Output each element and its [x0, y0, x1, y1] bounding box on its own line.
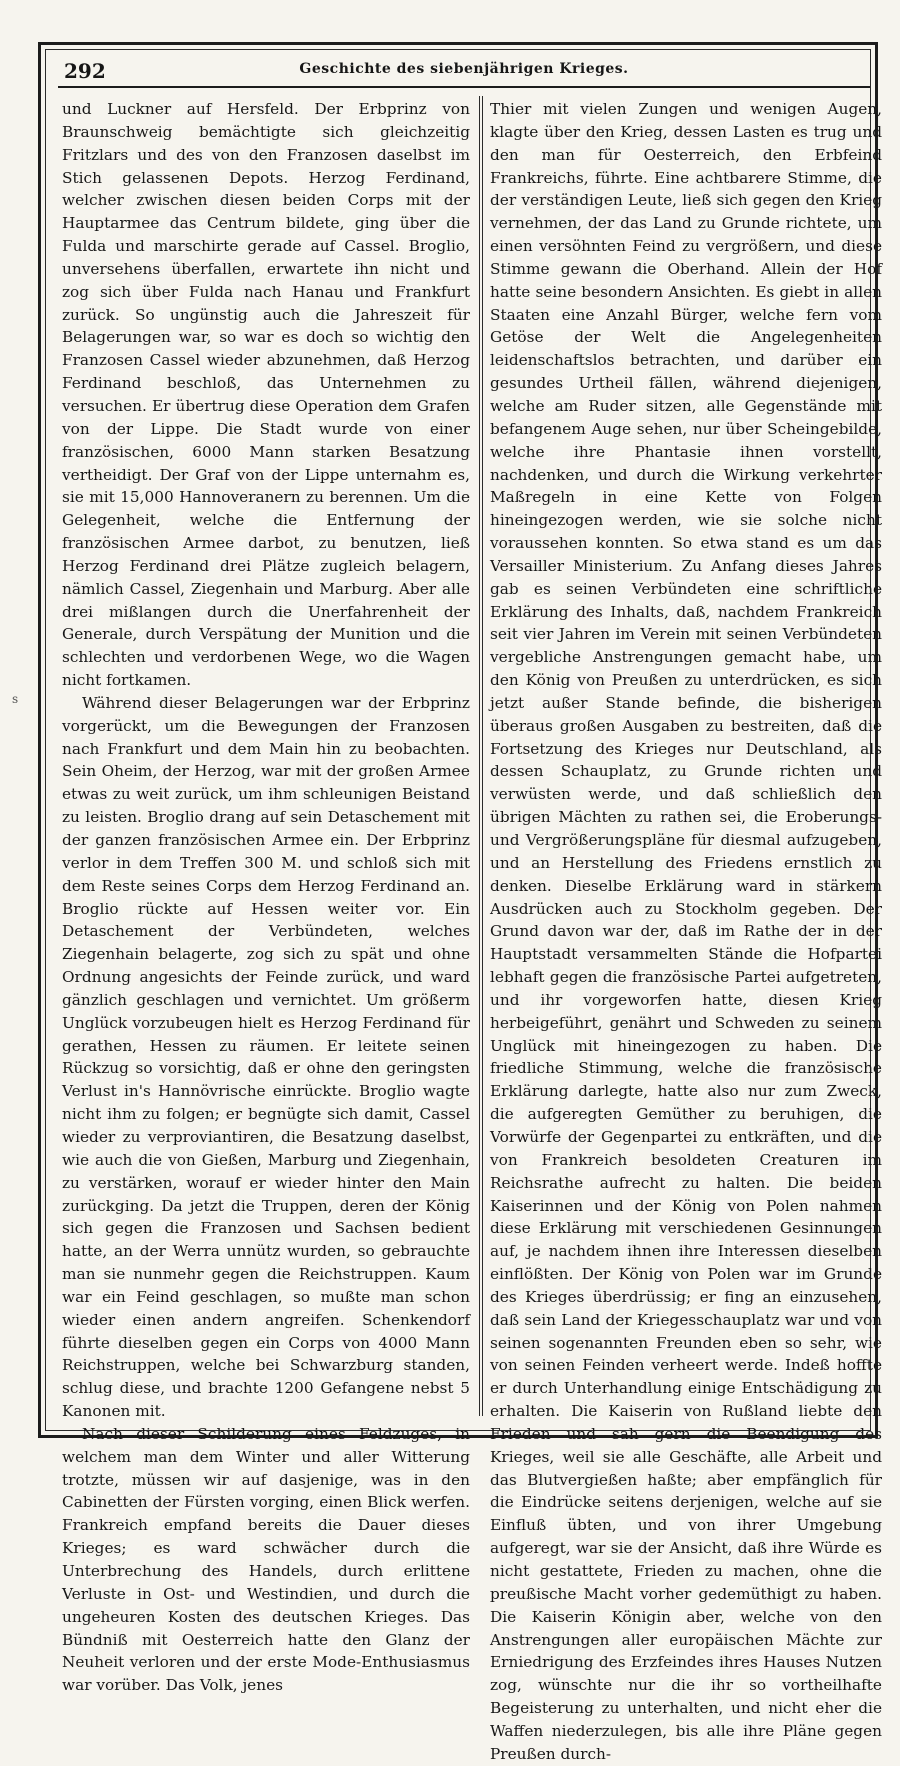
column-divider-left-rule — [479, 96, 480, 1416]
page-header — [58, 56, 870, 88]
column-divider-right-rule — [482, 96, 483, 1416]
paragraph: und Luckner auf Hersfeld. Der Erbprinz von Braunschweig bemächtigte sich gleichzeitig Fritzlars und des von den Franzosen daselbst im Stich gelassenen Depots. Herzog Ferdinand, welcher zwischen diesen beiden Corps mit der Hauptarmee das Centrum bildete, ging über die Fulda und marschirte gerade auf Cassel. Broglio, unversehens überfallen, erwartete ihn nicht und zog sich über Fulda nach Hanau und Frankfurt zurück. So ungünstig auch die Jahreszeit für Belagerungen war, so war es doch so wichtig den Franzosen Cassel wieder abzunehmen, daß Herzog Ferdinand beschloß, das Unternehmen zu versuchen. Er übertrug diese Operation dem Grafen von der Lippe. Die Stadt wurde von einer französischen, 6000 Mann starken Besatzung vertheidigt. Der Graf von der Lippe unternahm es, sie mit 15,000 Hannoveranern zu berennen. Um die Gelegenheit, welche die Entfernung der französischen Armee darbot, zu benutzen, ließ Herzog Ferdinand drei Plätze zugleich belagern, nämlich Cassel, Ziegenhain und Marburg. Aber alle drei mißlangen durch die Unerfahrenheit der Generale, durch Verspätung der Munition und die schlechten und verdorbenen Wege, wo die Wagen nicht fortkamen. — [62, 100, 470, 690]
page-number: 292 — [64, 59, 106, 83]
right-column — [490, 98, 882, 1763]
left-column — [62, 98, 470, 1695]
paragraph: Nach dieser Schilderung eines Feldzuges, in welchem man dem Winter und aller Witterung trotzte, müssen wir auf dasjenige, was in den Cabinetten der Fürsten vorging, einen Blick werfen. Frankreich empfand bereits die Dauer dieses Krieges; es ward schwächer durch die Unterbrechung des Handels, durch erlittene Verluste in Ost- und Westindien, und durch die ungeheuren Kosten des deutschen Krieges. Das Bündniß mit Oesterreich hatte den Glanz der Neuheit verloren und der erste Mode-Enthusiasmus war vorüber. Das Volk, jenes — [62, 1424, 470, 1695]
margin-mark: s — [12, 692, 19, 706]
paragraph: Thier mit vielen Zungen und wenigen Augen, klagte über den Krieg, dessen Lasten es trug und den man für Oesterreich, den Erbfeind Frankreichs, führte. Eine achtbarere Stimme, die der verständigen Leute, ließ sich gegen den Krieg vernehmen, der das Land zu Grunde richtete, um einen versöhnten Feind zu vergrößern, und diese Stimme gewann die Oberhand. Allein der Hof hatte seine besondern Ansichten. Es giebt in allen Staaten eine Anzahl Bürger, welche fern vom Getöse der Welt die Angelegenheiten leidenschaftslos betrachten, und darüber ein gesundes Urtheil fällen, während diejenigen, welche am Ruder sitzen, alle Gegenstände mit befangenem Auge sehen, nur über Scheingebilde, welche ihre Phantasie ihnen vorstellt, nachdenken, und durch die Wirkung verkehrter Maßregeln in eine Kette von Folgen hineingezogen werden, wie sie solche nicht voraussehen konnten. So etwa stand es um das Versailler Ministerium. Zu Anfang dieses Jahres gab es seinen Verbündeten eine schriftliche Erklärung des Inhalts, daß, nachdem Frankreich seit vier Jahren im Verein mit seinen Verbündeten vergebliche Anstrengungen gemacht habe, um den König von Preußen zu unterdrücken, es sich jetzt außer Stande befinde, die bisherigen überaus großen Ausgaben zu bestreiten, daß die Fortsetzung des Krieges nur Deutschland, als dessen Schauplatz, zu Grunde richten und verwüsten werde, und daß schließlich den übrigen Mächten zu rathen sei, die Eroberungs- und Vergrößerungspläne für diesmal aufzugeben, und an Herstellung des Friedens ernstlich zu denken. Dieselbe Erklärung ward in stärkern Ausdrücken auch zu Stockholm gegeben. Der Grund davon war der, daß im Rathe der in der Hauptstadt versammelten Stände die Hofpartei lebhaft gegen die französische Partei aufgetreten, und ihr vorgeworfen hatte, diesen Krieg herbeigeführt, genährt und Schweden zu seinem Unglück mit hineingezogen zu haben. Die friedliche Stimmung, welche die französische Erklärung darlegte, hatte also nur zum Zweck, die aufgeregten Gemüther zu beruhigen, die Vorwürfe der Gegenpartei zu entkräften, und die von Frankreich besoldeten Creaturen im Reichsrathe aufrecht zu halten. Die beiden Kaiserinnen und der König von Polen nahmen diese Erklärung mit verschiedenen Gesinnungen auf, je nachdem ihnen ihre Interessen dieselben einflößten. Der König von Polen war im Grunde des Krieges überdrüssig; er fing an einzusehen, daß sein Land der Kriegesschauplatz war und von seinen sogenannten Freunden eben so sehr, wie von seinen Feinden verheert werde. Indeß hoffte er durch Unterhandlung einige Entschädigung zu erhalten. Die Kaiserin von Rußland liebte den Frieden und sah gern die Beendigung des Krieges, weil sie alle Geschäfte, alle Arbeit und das Blutvergießen haßte; aber empfänglich für die Eindrücke seitens derjenigen, welche auf sie Einfluß übten, und von ihrer Umgebung aufgeregt, war sie der Ansicht, daß ihre Würde es nicht gestattete, Frieden zu machen, ohne die preußische Macht vorher gedemüthigt zu haben. Die Kaiserin Königin aber, welche von den Anstrengungen aller europäischen Mächte zur Erniedrigung des Erzfeindes ihres Hauses Nutzen zog, wünschte nur die ihr so vortheilhafte Begeisterung zu unterhalten, und nicht eher die Waffen niederzulegen, bis alle ihre Pläne gegen Preußen durch- — [490, 100, 882, 1763]
paragraph: Während dieser Belagerungen war der Erbprinz vorgerückt, um die Bewegungen der Franzosen nach Frankfurt und dem Main hin zu beobachten. Sein Oheim, der Herzog, war mit der großen Armee etwas zu weit zurück, um ihm schleunigen Beistand zu leisten. Broglio drang auf sein Detaschement mit der ganzen französischen Armee ein. Der Erbprinz verlor in dem Treffen 300 M. und schloß sich mit dem Reste seines Corps dem Herzog Ferdinand an. Broglio rückte auf Hessen weiter vor. Ein Detaschement der Verbündeten, welches Ziegenhain belagerte, zog sich zu spät und ohne Ordnung angesichts der Feinde zurück, und ward gänzlich geschlagen und vernichtet. Um größerm Unglück vorzubeugen hielt es Herzog Ferdinand für gerathen, Hessen zu räumen. Er leitete seinen Rückzug so vorsichtig, daß er ohne den geringsten Verlust in's Hannövrische einrückte. Broglio wagte nicht ihm zu folgen; er begnügte sich damit, Cassel wieder zu verproviantiren, die Besatzung daselbst, wie auch die von Gießen, Marburg und Ziegenhain, zu verstärken, worauf er wieder hinter den Main zurückging. Da jetzt die Truppen, deren der König sich gegen die Franzosen und Sachsen bedient hatte, an der Werra unnütz wurden, so gebrauchte man sie nunmehr gegen die Reichstruppen. Kaum war ein Feind geschlagen, so mußte man schon wieder einen andern angreifen. Schenkendorf führte dieselben gegen ein Corps von 4000 Mann Reichstruppen, welche bei Schwarzburg standen, schlug diese, und brachte 1200 Gefangene nebst 5 Kanonen mit. — [62, 693, 470, 1421]
running-head: Geschichte des siebenjährigen Krieges. — [299, 61, 629, 77]
